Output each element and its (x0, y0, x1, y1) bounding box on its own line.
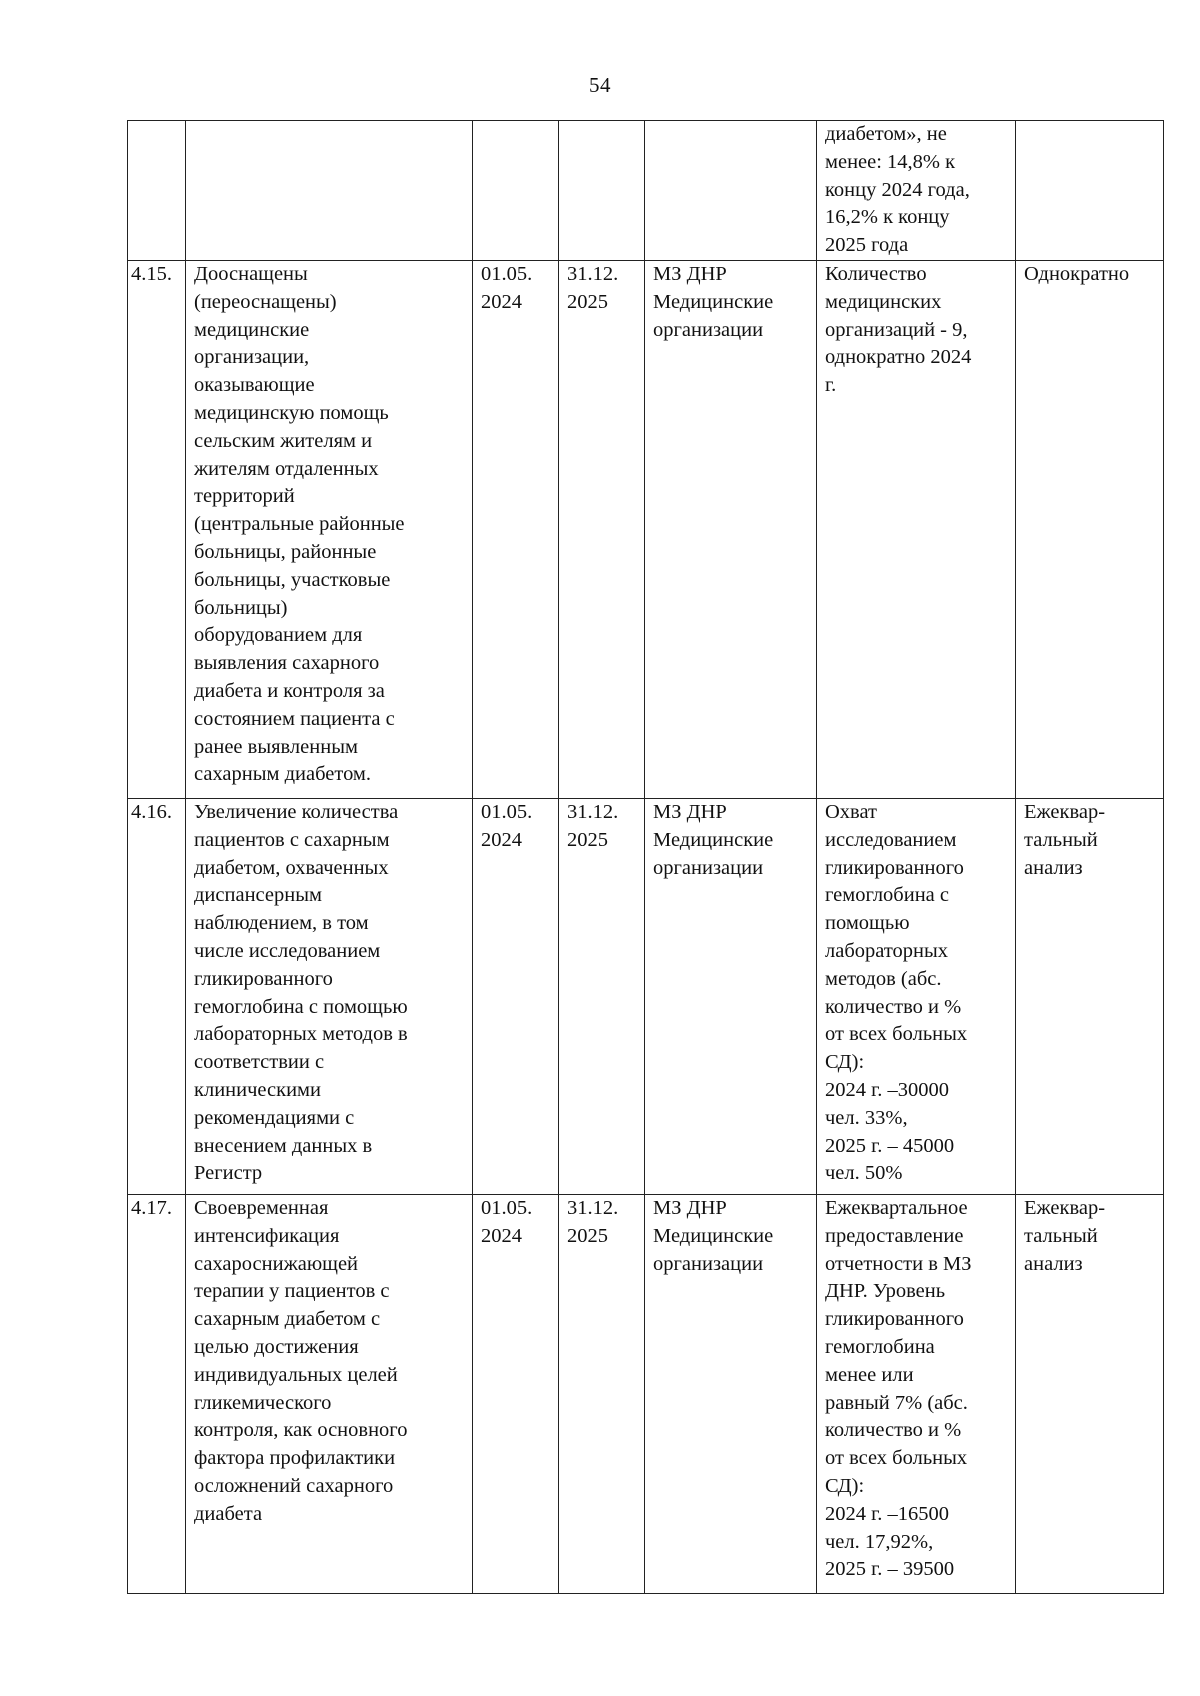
end-date-cell: 31.12. 2025 (559, 798, 645, 1194)
indicator-cell: Ежеквартальное предоставление отчетности в МЗ ДНР. Уровень гликированного гемоглобина менее или равный 7% (абс. количество и % от всех больных СД): 2024 г. –16500 чел. 17,92%, 2025 г. – 39500 (817, 1194, 1016, 1593)
row-number-cell: 4.17. (128, 1194, 186, 1593)
responsible-cell: МЗ ДНР Медицинские организации (645, 1194, 817, 1593)
frequency-cell: Ежеквар- тальный анализ (1016, 798, 1164, 1194)
table-row-4-16 (128, 798, 1164, 1194)
table-row-continuation (128, 121, 1164, 261)
action-plan-table (127, 120, 1164, 1594)
frequency-cell (1016, 121, 1164, 261)
responsible-cell: МЗ ДНР Медицинские организации (645, 798, 817, 1194)
indicator-cell: Количество медицинских организаций - 9, однократно 2024 г. (817, 260, 1016, 798)
responsible-cell: МЗ ДНР Медицинские организации (645, 260, 817, 798)
row-number-cell: 4.16. (128, 798, 186, 1194)
frequency-cell: Ежеквар- тальный анализ (1016, 1194, 1164, 1593)
end-date-cell (559, 121, 645, 261)
start-date-cell: 01.05. 2024 (473, 1194, 559, 1593)
row-number-cell: 4.15. (128, 260, 186, 798)
event-cell: Увеличение количества пациентов с сахарным диабетом, охваченных диспансерным наблюдением, в том числе исследованием гликированного гемоглобина с помощью лабораторных методов в соответствии с клиническими рекомендациями с внесением данных в Регистр (186, 798, 473, 1194)
table-row-4-17 (128, 1194, 1164, 1593)
event-cell (186, 121, 473, 261)
start-date-cell: 01.05. 2024 (473, 798, 559, 1194)
end-date-cell: 31.12. 2025 (559, 260, 645, 798)
event-cell: Своевременная интенсификация сахароснижающей терапии у пациентов с сахарным диабетом с целью достижения индивидуальных целей гликемического контроля, как основного фактора профилактики осложнений сахарного диабета (186, 1194, 473, 1593)
responsible-cell (645, 121, 817, 261)
table-row-4-15 (128, 260, 1164, 798)
indicator-cell: Охват исследованием гликированного гемоглобина с помощью лабораторных методов (абс. количество и % от всех больных СД): 2024 г. –30000 чел. 33%, 2025 г. – 45000 чел. 50% (817, 798, 1016, 1194)
frequency-cell: Однократно (1016, 260, 1164, 798)
row-number-cell (128, 121, 186, 261)
start-date-cell (473, 121, 559, 261)
end-date-cell: 31.12. 2025 (559, 1194, 645, 1593)
start-date-cell: 01.05. 2024 (473, 260, 559, 798)
event-cell: Дооснащены (переоснащены) медицинские организации, оказывающие медицинскую помощь сельским жителям и жителям отдаленных территорий (центральные районные больницы, районные больницы, участковые больницы) оборудованием для выявления сахарного диабета и контроля за состоянием пациента с ранее выявленным сахарным диабетом. (186, 260, 473, 798)
indicator-cell: диабетом», не менее: 14,8% к концу 2024 года, 16,2% к концу 2025 года (817, 121, 1016, 261)
page-number: 54 (589, 73, 611, 97)
